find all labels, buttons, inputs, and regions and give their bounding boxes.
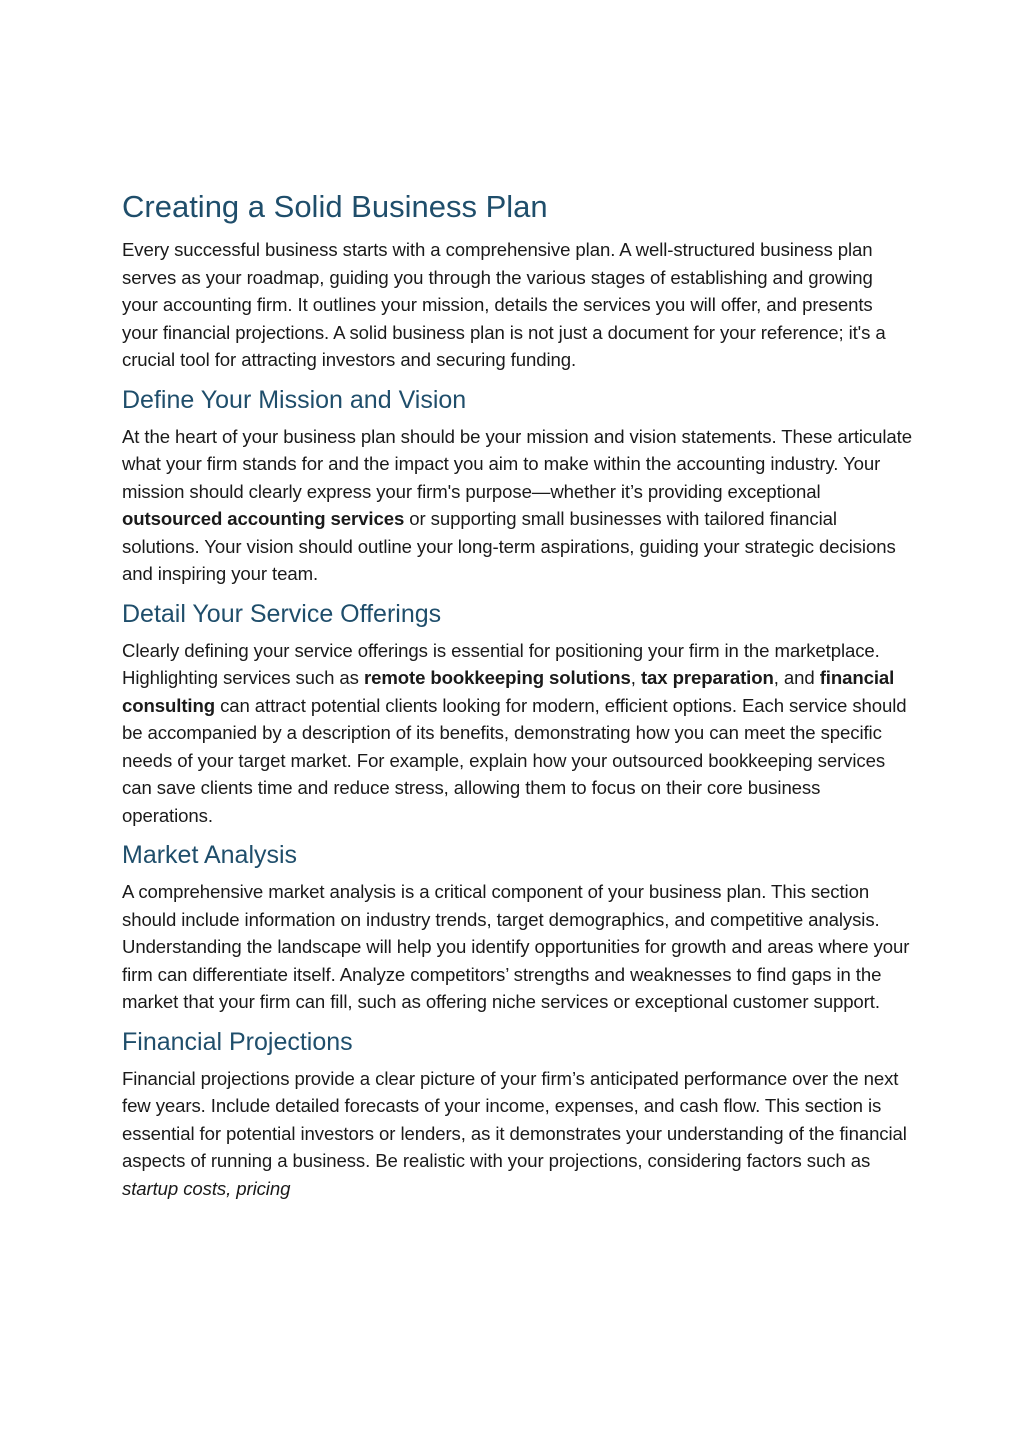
- mission-text-2: or supporting small businesses with tailored financial solutions. Your vision should outline your long-term aspirations, guiding your strategic decisions and inspiring your team.: [122, 508, 896, 584]
- services-text-4: can attract potential clients looking for modern, efficient options. Each service should be accompanied by a description of its benefits, demonstrating how you can meet the specific needs of your target market. For example, explain how your outsourced bookkeeping services can save clients time and reduce stress, allowing them to focus on their core business operations.: [122, 694, 907, 826]
- mission-heading: Define Your Mission and Vision: [122, 385, 467, 414]
- services-text-1: Clearly defining your service offerings is essential for positioning your firm in the marketplace. Highlighting services such as: [122, 639, 880, 688]
- services-text-2: ,: [630, 667, 641, 688]
- mission-bold-outsourced: outsourced accounting services: [122, 508, 405, 529]
- market-heading: Market Analysis: [122, 841, 298, 869]
- services-bold-tax: tax preparation: [640, 667, 774, 688]
- services-paragraph: [122, 637, 912, 830]
- financial-italic-costs: startup costs, pricing: [122, 1177, 291, 1199]
- financial-heading: Financial Projections: [122, 1027, 353, 1056]
- financial-text-1: Financial projections provide a clear picture of your firm’s anticipated performance over the next few years. Include detailed forecasts of your income, expenses, and cash flow. This section is essential for potential investors or lenders, as it demonstrates your understanding of the financial aspects of running a business. Be realistic with your projections, considering factors such as: [122, 1067, 907, 1171]
- mission-paragraph: [122, 423, 912, 588]
- services-text-3: , and: [773, 667, 820, 688]
- market-paragraph: A comprehensive market analysis is a critical component of your business plan. This section should include information on industry trends, target demographics, and competitive analysis. Understanding the landscape will help you identify opportunities for growth and areas where your firm can differentiate itself. Analyze competitors’ strengths and weaknesses to find gaps in the market that your firm can fill, such as offering niche services or exceptional customer support.: [122, 881, 910, 1012]
- services-heading: Detail Your Service Offerings: [122, 599, 442, 628]
- intro-paragraph: Every successful business starts with a comprehensive plan. A well-structured business plan serves as your roadmap, guiding you through the various stages of establishing and growing your accounting firm. It outlines your mission, details the services you will offer, and presents your financial projections. A solid business plan is not just a document for your reference; it's a crucial tool for attracting investors and securing funding.: [122, 239, 886, 370]
- services-bold-bookkeeping: remote bookkeeping solutions: [363, 667, 631, 688]
- services-bold-consulting: financial consulting: [122, 667, 895, 716]
- financial-paragraph: [122, 1065, 912, 1203]
- page-title: Creating a Solid Business Plan: [122, 189, 548, 224]
- mission-text-1: At the heart of your business plan should be your mission and vision statements. These articulate what your firm stands for and the impact you aim to make within the accounting industry. Your mission should clearly express your firm's purpose—whether it’s providing exceptional: [122, 425, 912, 502]
- document-page: [122, 188, 912, 1202]
